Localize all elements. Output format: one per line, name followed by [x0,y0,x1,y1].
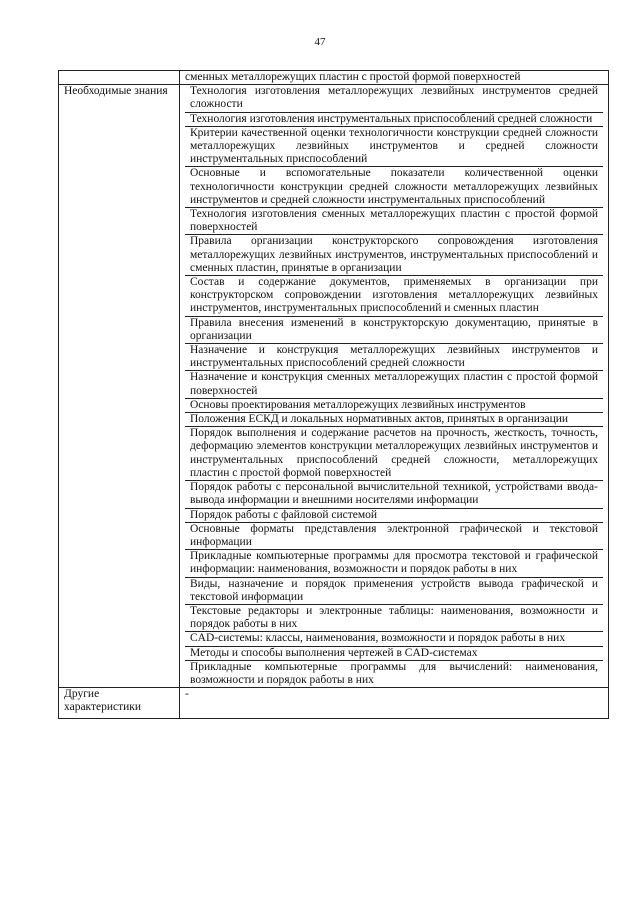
knowledge-table [58,70,609,719]
list-item: Технология изготовления инструментальных приспособлений средней сложности [185,112,603,126]
list-item: Критерии качественной оценки технологичности конструкции средней сложности металлорежущих лезвийных инструментов и средней сложности инструментальных приспособлений [185,126,603,167]
knowledge-list [185,85,603,687]
table-row [59,688,609,719]
section-value: - [180,688,609,719]
section-label: Необходимые знания [59,85,180,688]
list-item: Порядок работы с персональной вычислительной техникой, устройствами ввода-вывода информации и внешними носителями информации [185,480,603,507]
list-item: Положения ЕСКД и локальных нормативных актов, принятых в организации [185,412,603,426]
list-item: Правила организации конструкторского сопровождения изготовления металлорежущих лезвийных инструментов, инструментальных приспособлений и сменных пластин, принятые в организации [185,234,603,275]
list-item: Технология изготовления металлорежущих лезвийных инструментов средней сложности [190,85,598,111]
list-item: CAD-системы: классы, наименования, возможности и порядок работы в них [185,631,603,645]
list-item: Назначение и конструкция сменных металлорежущих пластин с простой формой поверхностей [185,370,603,397]
section-label: Другие характеристики [59,688,180,719]
table-row [59,85,609,688]
list-item: Прикладные компьютерные программы для вычислений: наименования, возможности и порядок работы в них [185,660,603,687]
list-item: Основные форматы представления электронной графической и текстовой информации [185,522,603,549]
list-item: Основные и вспомогательные показатели количественной оценки технологичности конструкции средней сложности металлорежущих лезвийных инструментов и средней сложности инструментальных приспособлений [185,166,603,207]
knowledge-list-cell [180,85,609,688]
page-number: 47 [314,36,326,48]
list-item: Основы проектирования металлорежущих лезвийных инструментов [185,398,603,412]
list-item: Методы и способы выполнения чертежей в CAD-системах [185,646,603,660]
list-item: Текстовые редакторы и электронные таблицы: наименования, возможности и порядок работы в них [185,604,603,631]
list-item: Порядок работы с файловой системой [185,508,603,522]
empty-label-cell [59,71,180,85]
list-item: Правила внесения изменений в конструкторскую документацию, принятые в организации [185,316,603,343]
list-item: Прикладные компьютерные программы для просмотра текстовой и графической информации: наименования, возможности и порядок работы в них [185,549,603,576]
table-row [59,71,609,85]
list-item: Виды, назначение и порядок применения устройств вывода графической и текстовой информации [185,577,603,604]
list-item: Состав и содержание документов, применяемых в организации при конструкторском сопровождении изготовления металлорежущих лезвийных инструментов, инструментальных приспособлений и сменных пластин [185,275,603,316]
list-item: Назначение и конструкция металлорежущих лезвийных инструментов и инструментальных приспособлений средней сложности [185,343,603,370]
list-item: Порядок выполнения и содержание расчетов на прочность, жесткость, точность, деформацию элементов конструкции металлорежущих лезвийных инструментов и инструментальных приспособлений средней сложности, металлорежущих пластин с простой формой поверхностей [185,426,603,480]
carry-over-cell: сменных металлорежущих пластин с простой формой поверхностей [180,71,609,85]
list-item: Технология изготовления сменных металлорежущих пластин с простой формой поверхностей [185,207,603,234]
